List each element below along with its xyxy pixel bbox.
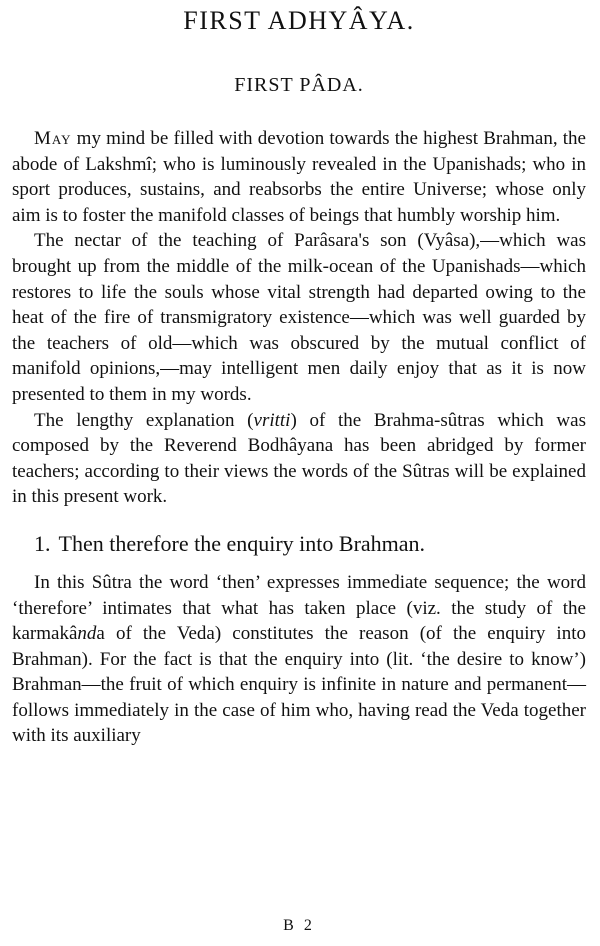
commentary-text-a: In this Sûtra the word ‘then’ expresses immediate sequence; the word ‘therefore’ intimates that what has taken place (viz. the study of the karmakâ — [12, 571, 586, 645]
sutra-heading — [12, 529, 586, 559]
commentary-paragraph — [12, 570, 586, 749]
intro-paragraph-2: The nectar of the teaching of Parâsara's son (Vyâsa),—which was brought up from the middle of the milk-ocean of the Upanishads—which restores to life the souls whose vital strength had departed owing to the heat of the fire of transmigratory existence—which was well guarded by the teachers of old—which was obscured by the mutual conflict of manifold opinions,—may intelligent men daily enjoy that as it is now presented to them in my words. — [12, 230, 586, 405]
karmakanda-italic: nd — [77, 623, 97, 645]
book-page — [12, 0, 586, 946]
vritti-term: vritti — [253, 409, 291, 431]
intro-paragraph-3 — [12, 408, 586, 510]
intro-paragraph-3-text-a: The lengthy explanation ( — [34, 409, 254, 431]
intro-paragraph-1 — [12, 126, 586, 228]
drop-word: May — [34, 128, 72, 149]
sutra-number: 1. — [34, 530, 51, 556]
signature-mark: B 2 — [283, 917, 315, 934]
intro-paragraph-3-text-b: ) of the Brahma-sûtras which was composed by the Reverend Bodhâyana has been abridged by former teachers; according to their views the words of the Sûtras will be explained in this present work. — [12, 409, 586, 508]
section-title: FIRST PÂDA. — [234, 74, 364, 96]
sutra-text: Then therefore the enquiry into Brahman. — [58, 530, 426, 556]
chapter-title: FIRST ADHYÂYA. — [183, 6, 415, 35]
intro-paragraph-1-text: my mind be filled with devotion towards the highest Brahman, the abode of Lakshmî; who is luminously revealed in the Upanishads; who in sport produces, sustains, and reabsorbs the entire Universe; whose only aim is to foster the manifold classes of beings that humbly worship him. — [12, 128, 586, 226]
commentary-text-b: a of the Veda) constitutes the reason (of the enquiry into Brahman). For the fact is that the enquiry into (lit. ‘the desire to know’) Brahman—the fruit of which enquiry is infinite in nature and permanent—follows immediately in the case of him who, having read the Veda together with its auxiliary — [12, 623, 586, 747]
